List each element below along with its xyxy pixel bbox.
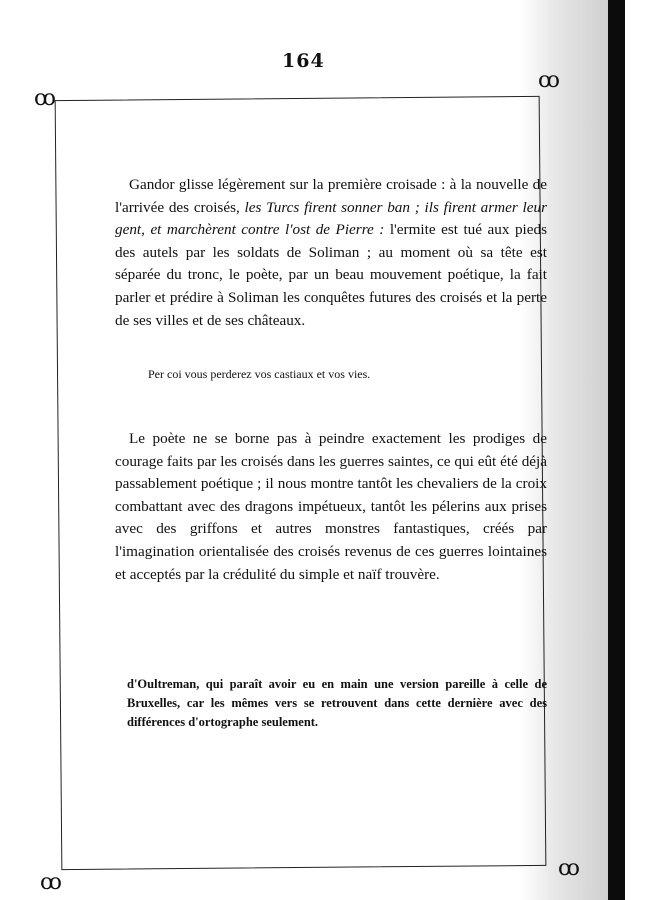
corner-ornament-icon: ꝏ	[538, 68, 560, 93]
paragraph-poet	[115, 428, 547, 586]
verse-quote: Per coi vous perderez vos castiaux et vos vies.	[148, 367, 371, 381]
page-number: 164	[282, 50, 325, 72]
footnote: d'Oultreman, qui paraît avoir eu en main une version pareille à celle de Bruxelles, car les mêmes vers se retrouvent dans cette dernière avec des différences d'ortographe seulement.	[127, 677, 547, 729]
corner-ornament-icon: ꝏ	[558, 856, 580, 881]
corner-ornament-icon: ꝏ	[40, 870, 62, 895]
book-spine-edge	[608, 0, 625, 900]
paragraph-text: l'ermite est tué aux pieds des autels par les soldats de Soliman ; au moment où sa tête est séparée du tronc, le poète, par un beau mouvement poétique, la fait parler et prédire à Soliman les conquêtes futures des croisés et la perte de ses villes et de ses châteaux.	[115, 221, 547, 329]
paragraph-text: Gandor glisse légèrement sur la première croisade : à la nouvelle de l'arrivée des croisés,	[115, 176, 547, 216]
paragraph-crusade	[115, 174, 547, 332]
italic-citation: les Turcs firent sonner ban ; ils firent armer leur gent, et marchèrent contre l'ost de Pierre :	[115, 198, 547, 239]
paragraph-text: Le poète ne se borne pas à peindre exactement les prodiges de courage faits par les croisés dans les guerres saintes, ce qui eût été déjà passablement poétique ; il nous montre tantôt les chevaliers de la croix combattant avec des dragons impétueux, tantôt les pélerins aux prises avec des griffons et autres monstres fantastiques, créés par l'imagination orientalisée des croisés revenus de ces guerres lointaines et acceptés par la crédulité du simple et naïf trouvère.	[115, 430, 547, 583]
corner-ornament-icon: ꝏ	[34, 86, 56, 111]
